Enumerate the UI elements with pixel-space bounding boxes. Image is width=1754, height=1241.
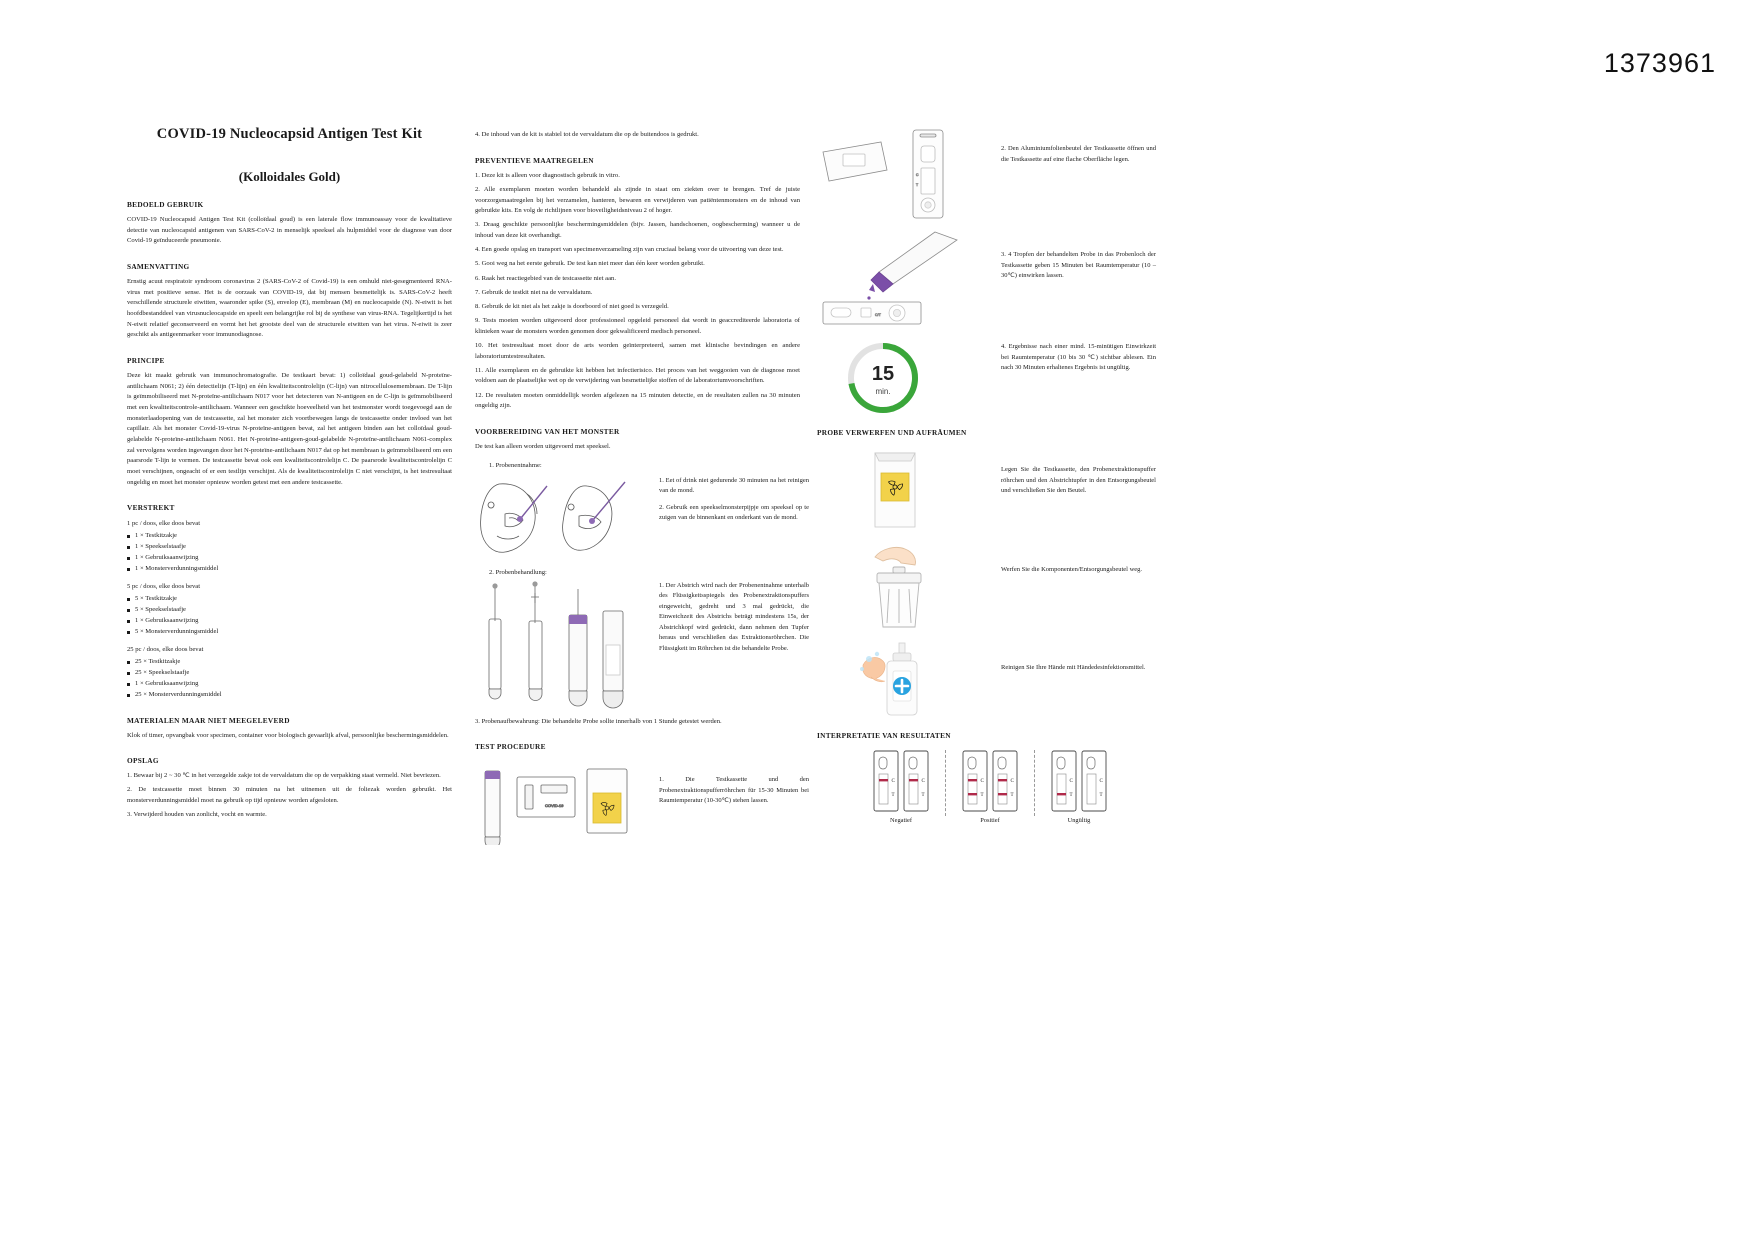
column-middle (475, 90, 809, 847)
preparation-intro: De test kan alleen worden uitgevoerd met speeksel. (475, 442, 611, 450)
list-item: 25 × Speekselstaafje (127, 668, 452, 679)
preventive-item: 8. Gebruik de kit niet als het zakje is doorboord of niet goed is verzegeld. (475, 302, 669, 310)
figure-row-procedure (475, 757, 809, 847)
storage-item-4: 4. De inhoud van de kit is stabiel tot de vervaldatum die op de buitendoos is gedrukt. (475, 131, 699, 138)
preventive-item: 3. Draag geschikte persoonlijke beschermingsmiddelen (bijv. Jassen, handschoenen, oogbescherming) wanneer u de inhoud van deze kit overhandigt. (475, 221, 800, 240)
disposal-item-1-text: Legen Sie die Testkassette, den Probenextraktionspuffer röhrchen und den Abstrichtupfer in den Entsorgungsbeutel und verschließen Sie den Beutel. (1001, 466, 1156, 495)
svg-text:C: C (1099, 779, 1103, 784)
cassette-negative-a (873, 750, 899, 812)
svg-text:T: T (1099, 793, 1103, 798)
page-title: COVID-19 Nucleocapsid Antigen Test Kit (156, 126, 423, 142)
sampling-note-1: 1. Eet of drink niet gedurende 30 minuten na het reinigen van de mond. (659, 476, 809, 495)
disposal-item-3-text: Reinigen Sie Ihre Hände mit Händedesinfektionsmittel. (1001, 664, 1146, 671)
section-heading-verstrekt: VERSTREKT (127, 503, 175, 513)
step-label-3: 3. Probenaufbewahrung: Die behandelte Probe sollte innerhalb von 1 Stunde getestet werden. (475, 717, 722, 725)
preventive-item: 10. Het testresultaat moet door de arts worden geïnterpreteerd, samen met klinische bevindingen en andere laboratoriumtestresultaten. (475, 341, 800, 360)
section-heading-bedoeld-gebruik: BEDOELD GEBRUIK (127, 200, 204, 209)
opslag-item: 1. Bewaar bij 2 ~ 30 ℃ in het verzegelde zakje tot de vervaldatum die op de verpakking staat vermeld. Niet bevriezen. (127, 772, 441, 780)
preventive-item: 5. Gooi weg na het eerste gebruik. De test kan niet meer dan één keer worden gebruikt. (475, 260, 705, 268)
section-text-principe: Deze kit maakt gebruik van immunochromatografie. De testkaart bevat: 1) colloïdaal goud-gelabeld N-proteïne-antilichaam N061; 2) één detectielijn (T-lijn) en één kwaliteitscontrolelijn (C-lijn) van nitrocellulosemembraan. De T-lijn is geïmmobiliseerd met N-proteïne-antilichaam N017 voor het detecteren van N-antigeen en de C-lijn is geïmmobiliseerd met een kwaliteitscontrole-antilichaam. Wanneer een geschikte hoeveelheid van het testmonster wordt toegevoegd aan de monsterlaadopening van de testcassette, zal het monster zich voortbewegen langs de testcassette onder invloed van het capillair. Als het monster Covid-19-virus N-proteïne-antigeen bevat, zal het antigeen binden aan het colloïdaal goud-gelabelde N-proteïne-antilichaam N061. Het N-proteïne-antigeen-goud-gelabelde N-proteïne-antilichaam N061-complex zal vervolgens worden ingevangen door het N-proteïne-antilichaam N017 dat op het membraan is geïmmobiliseerd om een paarsrode T-lijn te vormen. De testcassette bevat ook een kwaliteitscontrolelijn C. De paarsrode kwaliteitscontrolelijn C moet verschijnen, ongeacht of er een testlijn verschijnt. Als de kwaliteitscontrolelijn C niet verschijnt, is het testresultaat ongeldig en moet het monster opnieuw worden getest met een andere testcassette. (127, 372, 452, 486)
opslag-item: 2. De testcassette moet binnen 30 minuten na het uitnemen uit de foliezak worden gebruikt. Het monsterverdunningsmiddel moet na gebruik op tijd opnieuw worden afgesloten. (127, 786, 452, 805)
biohazard-bag-icon (817, 447, 992, 531)
section-text-bedoeld-gebruik: COVID-19 Nucleocapsid Antigen Test Kit (colloïdaal goud) is een laterale flow immunoassay voor de kwalitatieve detectie van nucleocapsid antigenen van SARS-CoV-2 in menselijk speeksel als hulpmiddel voor de diagnose van door Covid-19 geïnduceerde pneumonie. (127, 216, 452, 245)
timer-15-min-icon (817, 334, 992, 422)
svg-text:T: T (916, 183, 919, 187)
figure-waste-bin (817, 539, 992, 633)
figure-hand-sanitizer (817, 641, 992, 719)
step-label-1: 1. Probenentnahme: (489, 461, 542, 469)
svg-text:C: C (891, 779, 895, 784)
kit-components-illustration (475, 757, 650, 845)
preventive-item: 6. Raak het reactiegebied van de testcassette niet aan. (475, 274, 616, 282)
tube-swab-illustration (475, 581, 650, 709)
pack-head-5: 5 pc / doos, elke doos bevat (127, 583, 201, 591)
document-sheet (97, 90, 1551, 1145)
cassette-negative-b (903, 750, 929, 812)
disposal-item-2 (817, 539, 1157, 635)
preventive-item: 12. De resultaten moeten onmiddellijk worden afgelezen na 15 minuten detectie, en de resultaten zullen na 30 minuten ongeldig zijn. (475, 391, 800, 410)
right-step-2-text: 2. Den Aluminiumfolienbeutel der Testkassette öffnen und die Testkassette auf eine flache Oberfläche legen. (1001, 145, 1156, 163)
list-item: 1 × Gebruiksaanwijzing (127, 616, 452, 627)
list-item: 5 × Speekselstaafje (127, 605, 452, 616)
section-text-materialen: Klok of timer, opvangbak voor specimen, container voor biologisch gevaarlijk afval, persoonlijke beschermingsmiddelen. (127, 731, 449, 739)
result-cassettes-negative (873, 750, 929, 812)
svg-text:COVID-19: COVID-19 (545, 803, 564, 809)
svg-text:C: C (980, 779, 984, 784)
step-label-2: 2. Probenbehandlung: (489, 568, 547, 576)
list-item: 25 × Testkitzakje (127, 657, 452, 668)
section-heading-samenvatting: SAMENVATTING (127, 262, 190, 272)
list-item: 1 × Gebruiksaanwijzing (127, 553, 452, 564)
section-heading-opslag: OPSLAG (127, 756, 159, 766)
result-group-negative (873, 750, 929, 824)
svg-text:C: C (1010, 779, 1014, 784)
preventive-item: 9. Tests moeten worden uitgevoerd door professioneel opgeleid personeel dat wordt in geaccrediteerde laboratoria of klinieken waar de monsters worden genomen door gekwalificeerd medisch personeel. (475, 317, 800, 335)
cassette-invalid-a (1051, 750, 1077, 812)
pack-head-25: 25 pc / doos, elke doos bevat (127, 645, 204, 653)
cassette-invalid-b (1081, 750, 1107, 812)
cassette-positive-b (992, 750, 1018, 812)
result-label-invalid: Ungültig (1067, 817, 1091, 824)
svg-text:T: T (1010, 793, 1014, 798)
preventive-list (475, 171, 800, 412)
procedure-note (659, 775, 809, 813)
svg-text:T: T (921, 793, 925, 798)
preventive-item: 1. Deze kit is alleen voor diagnostisch gebruik in vitro. (475, 171, 620, 179)
figure-pouch-cassette (817, 126, 992, 222)
procedure-note-1: 1. Die Testkassette und den Probenextraktionspufferröhrchen für 15-30 Minuten bei Raumtemperatur (10-30℃) stehen lassen. (659, 776, 809, 805)
figure-timer (817, 334, 992, 422)
results-row (817, 750, 1157, 824)
section-heading-test-procedure: TEST PROCEDURE (475, 742, 546, 752)
result-cassettes-positive (962, 750, 1018, 812)
figure-row-handling (475, 581, 809, 711)
divider (945, 750, 946, 816)
svg-text:T: T (1069, 793, 1073, 798)
list-item: 5 × Testkitzakje (127, 594, 452, 605)
disposal-item-3 (817, 641, 1157, 721)
figure-dropper-cassette (817, 228, 992, 328)
svg-text:T: T (891, 793, 895, 798)
list-item: 25 × Monsterverdunningsmiddel (127, 690, 452, 701)
result-group-positive (962, 750, 1018, 824)
sampling-notes (659, 476, 809, 530)
opslag-list (127, 771, 452, 821)
svg-text:T: T (980, 793, 984, 798)
column-left (127, 90, 452, 824)
right-step-3-text: 3. 4 Tropfen der behandelten Probe in das Probenloch der Testkassette geben 15 Minuten bei Raumtemperatur (10 – 30℃) einwirken lassen. (1001, 251, 1156, 280)
list-item: 1 × Monsterverdunningsmiddel (127, 564, 452, 575)
list-item: 1 × Testkitzakje (127, 531, 452, 542)
cassette-positive-a (962, 750, 988, 812)
mouth-swab-illustration (475, 474, 650, 560)
document-id: 1373961 (1603, 48, 1716, 78)
section-heading-voorbereiding: VOORBEREIDING VAN HET MONSTER (475, 426, 620, 436)
disposal-item-1 (817, 447, 1157, 533)
svg-text:C: C (916, 173, 919, 177)
opslag-item: 3. Verwijderd houden van zonlicht, vocht en warmte. (127, 811, 267, 819)
right-step-4 (817, 334, 1157, 422)
section-heading-materialen: MATERIALEN MAAR NIET MEEGELEVERD (127, 715, 290, 725)
hand-sanitizer-icon (817, 641, 992, 719)
pack-items-5 (127, 594, 452, 638)
list-item: 5 × Monsterverdunningsmiddel (127, 627, 452, 638)
svg-text:C: C (921, 779, 925, 784)
waste-bin-icon (817, 539, 992, 633)
section-heading-interpretation: INTERPRETATIE VAN RESULTATEN (817, 731, 951, 740)
result-label-positive: Positief (980, 817, 1000, 824)
result-cassettes-invalid (1051, 750, 1107, 812)
section-heading-disposal: PROBE VERWERFEN UND AUFRÄUMEN (817, 428, 967, 437)
right-step-4-text: 4. Ergebnisse nach einer mind. 15-minütigen Einwirkzeit bei Raumtemperatur (10 bis 30 ℃) sichtbar ablesen. Ein nach 30 Minuten erhaltenes Ergebnis ist ungültig. (1001, 343, 1156, 372)
svg-text:C: C (1069, 779, 1073, 784)
result-group-invalid (1051, 750, 1107, 824)
section-text-samenvatting: Ernstig acuut respiratoir syndroom coronavirus 2 (SARS-CoV-2 of Covid-19) is een omhuld niet-gesegmenteerd RNA-virus met positieve sense. Het is de oorzaak van COVID-19, dat bij mensen besmettelijk is. SARS-CoV-2 heeft verschillende structurele eiwitten, waaronder spike (S), envelop (E), membraan (M) en nucleocapside (N). N-eiwit is het hoofdbestanddeel van virusnucleocapside en speelt een belangrijke rol bij de synthese van virus-RNA. Tegelijkertijd is het N-eiwit relatief geconserveerd en vormt het het grootste deel van de structurele eiwitten van het virus. N-eiwit is zeer geschikt als antigeenmarker voor immunodiagnose. (127, 278, 452, 339)
dropper-cassette-icon (817, 228, 992, 328)
section-heading-principe: PRINCIPE (127, 356, 165, 366)
preventive-item: 2. Alle exemplaren moeten worden behandeld als zijnde in staat om ziekten over te brengen. Tref de juiste voorzorgsmaatregelen bij het verzamelen, hanteren, bewaren en verwijderen van patiëntenmonsters en de inhoud van gebruikte kits. En volg de richtlijnen voor bioveiligheidsniveau 2 of hoger. (475, 185, 800, 215)
preventive-item: 4. Een goede opslag en transport van specimenverzameling zijn van cruciaal belang voor de uitvoering van deze test. (475, 246, 784, 254)
column-right (817, 90, 1157, 824)
preventive-item: 7. Gebruik de testkit niet na de vervaldatum. (475, 288, 593, 296)
list-item: 1 × Gebruiksaanwijzing (127, 679, 452, 690)
figure-biohazard-bag (817, 447, 992, 531)
pack-items-1 (127, 531, 452, 575)
pack-items-25 (127, 657, 452, 701)
timer-value: 15 (871, 363, 895, 385)
page-subtitle: (Kolloidales Gold) (238, 169, 341, 184)
pack-head-1: 1 pc / doos, elke doos bevat (127, 520, 201, 528)
sampling-note-2: 2. Gebruik een speekselmonsterpijpje om speeksel op te zuigen van de binnenkant en onderkant van de mond. (659, 503, 809, 522)
figure-row-sampling (475, 474, 809, 560)
result-label-negative: Negatief (890, 817, 912, 824)
preventive-item: 11. Alle exemplaren en de gebruikte kit hebben het infectierisico. Het proces van het weggooien van de diagnose moet voldoen aan de plaatselijke wet op de verwijdering van besmettelijke stoffen of de laboratoriumvoorschriften. (475, 366, 800, 385)
svg-text:C/T: C/T (875, 313, 881, 317)
handling-notes (659, 581, 809, 661)
right-step-2 (817, 126, 1157, 222)
divider (1034, 750, 1035, 816)
disposal-item-2-text: Werfen Sie die Komponenten/Entsorgungsbeutel weg. (1001, 566, 1143, 573)
list-item: 1 × Speekselstaafje (127, 542, 452, 553)
handling-note-1: 1. Der Abstrich wird nach der Probenentnahme unterhalb des Flüssigkeitsspiegels des Probenextraktionspuffers eingeweicht, gedreht und 3 mal gedrückt, die Einweichzeit des Abstrichs beträgt mindestens 15s, der Abstrichkopf wird gedrückt, dann nehmen den Tupfer heraus und verschließen das Extraktionsröhrchen. Die Flüssigkeit im Röhrchen ist die behandelte Probe. (659, 581, 809, 652)
test-cassette-pouch-icon (817, 126, 992, 222)
timer-unit: min. (875, 387, 891, 396)
right-step-3 (817, 228, 1157, 328)
section-heading-preventieve: PREVENTIEVE MAATREGELEN (475, 155, 594, 165)
